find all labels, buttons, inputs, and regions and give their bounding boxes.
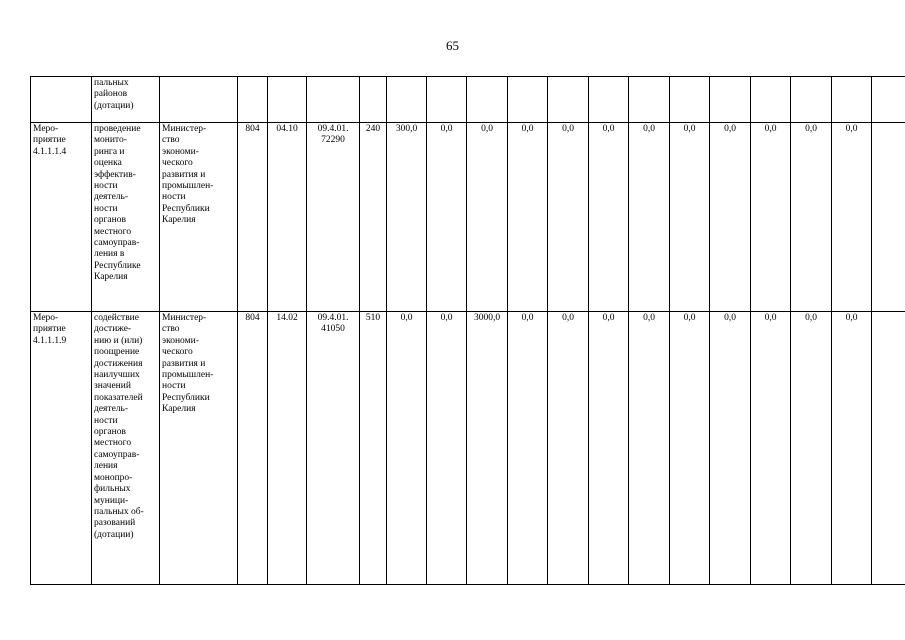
cell-target-article bbox=[307, 77, 360, 123]
cell-value bbox=[427, 77, 467, 123]
table-row bbox=[31, 123, 905, 312]
cell-description: содействие достиже- нию и (или) поощрение достижения наилучших значений показателей деятель- ности органов местного самоуправ- ления монопро- фильных муници- пальных об- разований (дотации) bbox=[92, 312, 160, 585]
cell-section: 04.10 bbox=[268, 123, 307, 312]
cell-executor: Министер- ство экономи- ческого развития и промышлен- ности Республики Карелия bbox=[160, 312, 238, 585]
cell-measure-name: Меро- приятие 4.1.1.1.9 bbox=[31, 312, 92, 585]
cell-value: 0,0 bbox=[387, 312, 427, 585]
cell-value: 0,0 bbox=[548, 123, 589, 312]
table-row bbox=[31, 77, 905, 123]
cell-value: 0,0 bbox=[791, 123, 832, 312]
cell-value bbox=[791, 77, 832, 123]
cell-value bbox=[629, 77, 670, 123]
cell-value: 0,0 bbox=[508, 312, 548, 585]
cell-value: 0,0 bbox=[710, 123, 751, 312]
cell-grbs: 804 bbox=[238, 312, 268, 585]
budget-table bbox=[30, 76, 905, 585]
cell-value: 300,0 bbox=[387, 123, 427, 312]
cell-value bbox=[710, 77, 751, 123]
cell-value: 0,0 bbox=[467, 123, 508, 312]
cell-value bbox=[548, 77, 589, 123]
cell-grbs: 804 bbox=[238, 123, 268, 312]
cell-value: 3000,0 bbox=[467, 312, 508, 585]
cell-value: 0,0 bbox=[589, 312, 629, 585]
cell-target-article: 09.4.01. 41050 bbox=[307, 312, 360, 585]
cell-value: 0,0 bbox=[832, 123, 872, 312]
cell-executor bbox=[160, 77, 238, 123]
cell-value: 0,0 bbox=[670, 123, 710, 312]
cell-value: 0,0 bbox=[751, 123, 791, 312]
cell-expense-type: 240 bbox=[360, 123, 387, 312]
cell-measure-name: Меро- приятие 4.1.1.1.4 bbox=[31, 123, 92, 312]
cell-value: 0,0 bbox=[670, 312, 710, 585]
cell-value: 0,0 bbox=[629, 123, 670, 312]
cell-value: 0,0 bbox=[751, 312, 791, 585]
cell-value bbox=[832, 77, 872, 123]
cell-value bbox=[589, 77, 629, 123]
cell-measure-name bbox=[31, 77, 92, 123]
cell-target-article: 09.4.01. 72290 bbox=[307, 123, 360, 312]
cell-value: 0,0 bbox=[629, 312, 670, 585]
cell-value: 0,0 bbox=[710, 312, 751, 585]
cell-value: 0,0 bbox=[427, 312, 467, 585]
cell-section bbox=[268, 77, 307, 123]
cell-value bbox=[467, 77, 508, 123]
cell-value: 0,0 bbox=[589, 123, 629, 312]
cell-executor: Министер- ство экономи- ческого развития и промышлен- ности Республики Карелия bbox=[160, 123, 238, 312]
cell-section: 14.02 bbox=[268, 312, 307, 585]
cell-expense-type: 510 bbox=[360, 312, 387, 585]
table-row bbox=[31, 312, 905, 585]
cell-value bbox=[872, 312, 905, 585]
cell-value bbox=[872, 77, 905, 123]
cell-description: пальных районов (дотации) bbox=[92, 77, 160, 123]
cell-grbs bbox=[238, 77, 268, 123]
page-number: 65 bbox=[446, 38, 459, 53]
cell-value: 0,0 bbox=[427, 123, 467, 312]
cell-description: проведение монито- ринга и оценка эффектив- ности деятель- ности органов местного самоуправ- ления в Республике Карелия bbox=[92, 123, 160, 312]
cell-value bbox=[670, 77, 710, 123]
cell-value bbox=[508, 77, 548, 123]
cell-value: 0,0 bbox=[832, 312, 872, 585]
cell-value: 0,0 bbox=[548, 312, 589, 585]
cell-value bbox=[751, 77, 791, 123]
cell-value: 0,0 bbox=[791, 312, 832, 585]
cell-value bbox=[387, 77, 427, 123]
cell-value bbox=[872, 123, 905, 312]
cell-expense-type bbox=[360, 77, 387, 123]
cell-value: 0,0 bbox=[508, 123, 548, 312]
